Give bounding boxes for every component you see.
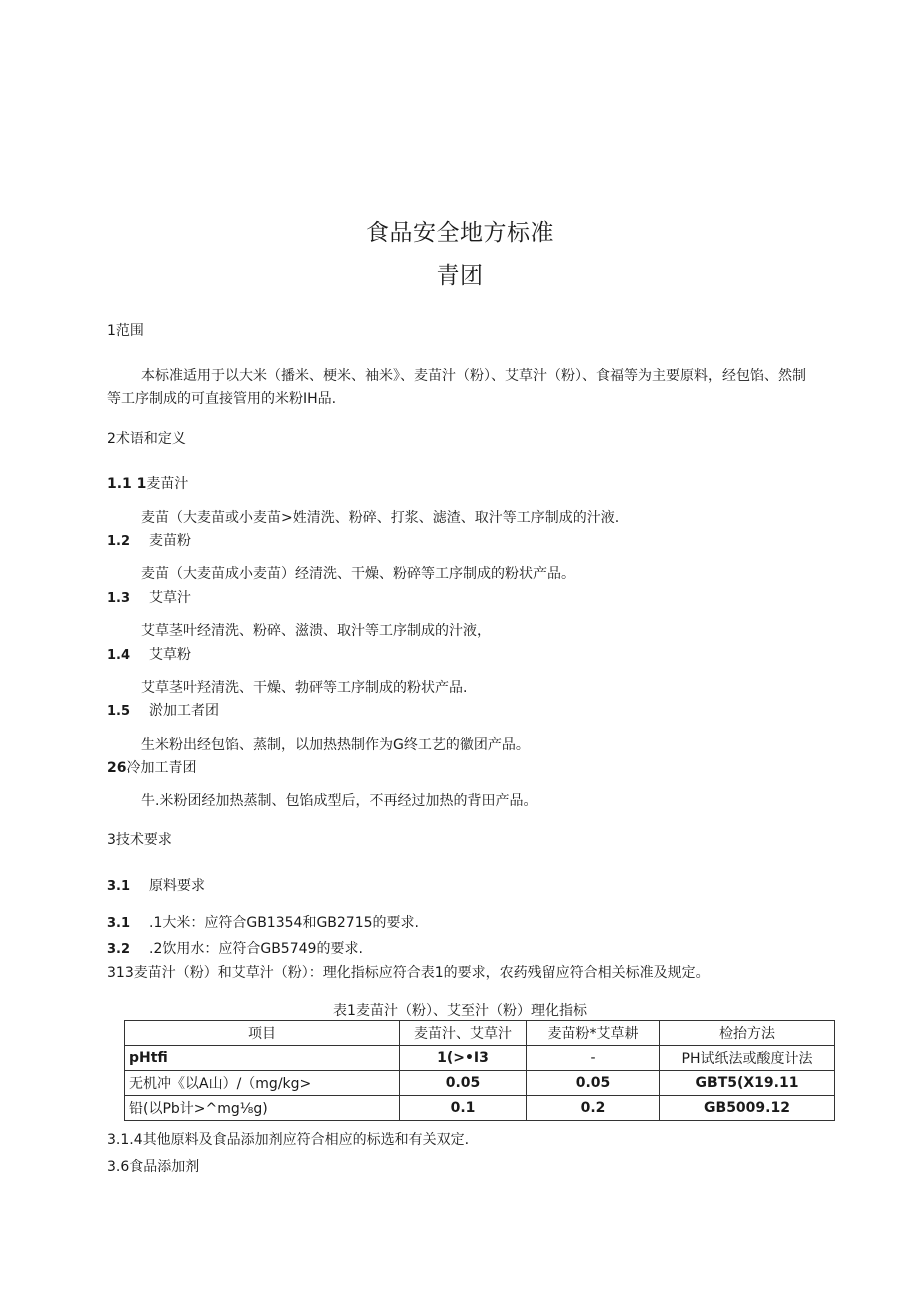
table-row: [125, 1046, 835, 1071]
document-subtitle: 青团: [436, 263, 484, 289]
section-3-1-heading: [107, 875, 205, 895]
table-cell: 0.1: [400, 1096, 527, 1121]
section-3-6-heading: 3.6食品添加剂: [107, 1159, 200, 1175]
section-3-heading: 3技术要求: [107, 832, 172, 848]
table-cell: 1(>•I3: [400, 1046, 527, 1071]
section-1-para-line1: 本标准适用于以大米（播米、梗米、袖米》、麦苗汁（粉）、艾草汁（粉）、食福等为主要原料，经包馅、然制: [141, 368, 806, 384]
item-3-1-2-num: 3.2: [107, 942, 131, 957]
item-3-1-3: 313麦苗汁（粉）和艾草汁（粉）：理化指标应符合表1的要求，农药残留应符合相关标准及规定。: [107, 965, 710, 981]
table-caption: 表1麦苗汁（粉）、艾至汁（粉）理化指标: [333, 1003, 587, 1019]
table-cell: 0.2: [527, 1096, 660, 1121]
table-cell: 铅(以Pb计>^mg⅛g): [125, 1096, 400, 1121]
section-1-heading: 1范围: [107, 323, 144, 339]
def-6-term: 冷加工青团: [126, 760, 197, 776]
table-row: [125, 1071, 835, 1096]
item-3-1-4: 3.1.4其他原料及食品添加剂应符合相应的标选和有关双定.: [107, 1132, 470, 1148]
table-cell: 0.05: [527, 1071, 660, 1096]
item-3-1-2: [107, 938, 363, 958]
def-6-num: 26: [107, 760, 127, 776]
document-title: 食品安全地方标准: [366, 220, 554, 246]
def-6-heading: [107, 757, 196, 777]
table-cell: -: [527, 1046, 660, 1071]
table-header-row: [125, 1021, 835, 1046]
def-4-num: 1.4: [107, 648, 131, 663]
table-header-cell: 麦苗粉*艾草耕: [527, 1021, 660, 1046]
def-3-text: 艾草茎叶经清洗、粉碎、滋溃、取汁等工序制成的汁液，: [141, 623, 491, 639]
table-cell: 0.05: [400, 1071, 527, 1096]
def-4-text: 艾草茎叶羟清洗、干燥、勃砰等工序制成的粉状产品.: [141, 680, 468, 696]
def-5-heading: [107, 700, 219, 720]
def-2-heading: [107, 530, 191, 550]
item-3-1-1-num: 3.1: [107, 916, 131, 931]
def-3-term: 艾草汁: [149, 590, 191, 606]
def-5-num: 1.5: [107, 704, 131, 719]
def-3-num: 1.3: [107, 591, 131, 606]
section-3-1-title: 原料要求: [149, 878, 205, 894]
table-cell: GB5009.12: [660, 1096, 835, 1121]
item-3-1-2-text: .2饮用水：应符合GB5749的要求.: [149, 941, 363, 957]
item-3-1-1: [107, 912, 419, 932]
section-3-1-num: 3.1: [107, 879, 131, 894]
def-1-num: 1.1 1: [107, 476, 147, 492]
table-cell: pHtfi: [125, 1046, 400, 1071]
def-4-heading: [107, 644, 191, 664]
section-1-para-line2: 等工序制成的可直接管用的米粉IH品.: [107, 391, 337, 407]
table-cell: 无机冲《以A山）/（mg/kg>: [125, 1071, 400, 1096]
table-cell: GBT5(X19.11: [660, 1071, 835, 1096]
table-header-cell: 检抬方法: [660, 1021, 835, 1046]
table-header-cell: 麦苗汁、艾草汁: [400, 1021, 527, 1046]
section-2-heading: 2术语和定义: [107, 431, 186, 447]
def-1-term: 麦苗汁: [146, 476, 189, 492]
def-2-num: 1.2: [107, 534, 131, 549]
item-3-1-1-text: .1大米：应符合GB1354和GB2715的要求.: [149, 915, 419, 931]
def-1-heading: [107, 473, 188, 493]
table-cell: PH试纸法或酸度计法: [660, 1046, 835, 1071]
def-5-text: 生米粉出经包馅、蒸制，以加热热制作为G终工艺的徽团产品。: [141, 737, 530, 753]
def-5-term: 淤加工者团: [149, 703, 219, 719]
def-2-text: 麦苗（大麦苗成小麦苗）经清洗、干燥、粉碎等工序制成的粉状产品。: [141, 566, 575, 582]
def-4-term: 艾草粉: [149, 647, 191, 663]
def-6-text: 牛.米粉团经加热蒸制、包馅成型后，不再经过加热的背田产品。: [141, 793, 538, 809]
def-1-text: 麦苗（大麦苗或小麦苗>姓清洗、粉碎、打浆、滤渣、取汁等工序制成的汁液.: [141, 510, 620, 526]
def-3-heading: [107, 587, 191, 607]
spec-table: [124, 1020, 835, 1121]
table-row: [125, 1096, 835, 1121]
def-2-term: 麦苗粉: [149, 533, 191, 549]
table-header-cell: 项目: [125, 1021, 400, 1046]
